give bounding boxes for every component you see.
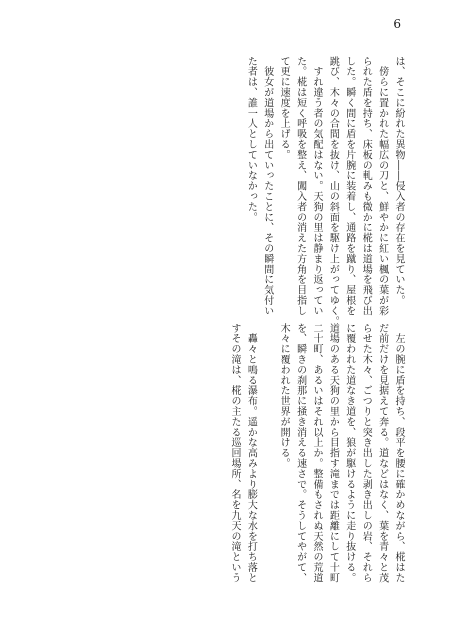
page-number: 6	[393, 17, 401, 31]
text-column: て更に速度を上げる。	[278, 56, 290, 160]
text-column	[258, 323, 274, 593]
text-column: られた盾を持ち、床板の軋みも微かに椛は道場を飛び出	[360, 56, 372, 316]
text-column: た者は、誰一人としていなかった。	[245, 56, 257, 223]
text-column: 彼女が道場から出ていったことに、その瞬間に気付い	[261, 56, 273, 316]
upper-text-block	[42, 56, 406, 327]
text-column: 跳び、木々の合間を抜け、山の斜面を駆け上がってゆく。	[327, 56, 339, 327]
text-column: 轟々と鳴る瀑布。遥かな高みより膨大な水を打ち落と	[245, 323, 257, 583]
text-column: 二十町、あるいはそれ以上か。整備もされぬ天然の荒道	[310, 323, 322, 583]
text-column: を、瞬きの刹那に掻き消える速さで。そうしてやがて、	[294, 323, 306, 583]
text-column: らせた木々、ごつりと突き出した剥き出しの岩、それら	[360, 323, 372, 583]
text-column: すその滝は、椛の主たる巡回場所、名を九天の滝という	[228, 323, 240, 583]
text-column: すれ違う者の気配はない。天狗の里は静まり返ってい	[310, 56, 322, 316]
text-column: 木々に覆われた世界が開ける。	[278, 323, 290, 469]
text-column: に覆われた道なき道を、狼が駆けるように走り抜ける。	[343, 323, 355, 583]
text-column: した。瞬く間に盾を片腕に装着し、通路を蹴り、屋根を	[343, 56, 355, 316]
text-column: 傍らに置かれた幅広の刀と、鮮やかに紅い楓の葉が彩	[376, 56, 388, 316]
text-column: だ前だけを見据えて奔る。道などはなく、葉を青々と茂	[376, 323, 388, 583]
text-column: は、そこに紛れた異物――侵入者の存在を見ていた。	[393, 56, 404, 306]
lower-text-block	[42, 323, 406, 593]
text-column: 左の腕に盾を持ち、段平を腰に確かめながら、椛はた	[393, 323, 404, 583]
text-column: た。椛は短く呼吸を整え、闖入者の消えた方角を目指し	[294, 56, 306, 316]
text-column: 道場のある天狗の里から目指す滝までは距離にして十町	[327, 323, 339, 583]
